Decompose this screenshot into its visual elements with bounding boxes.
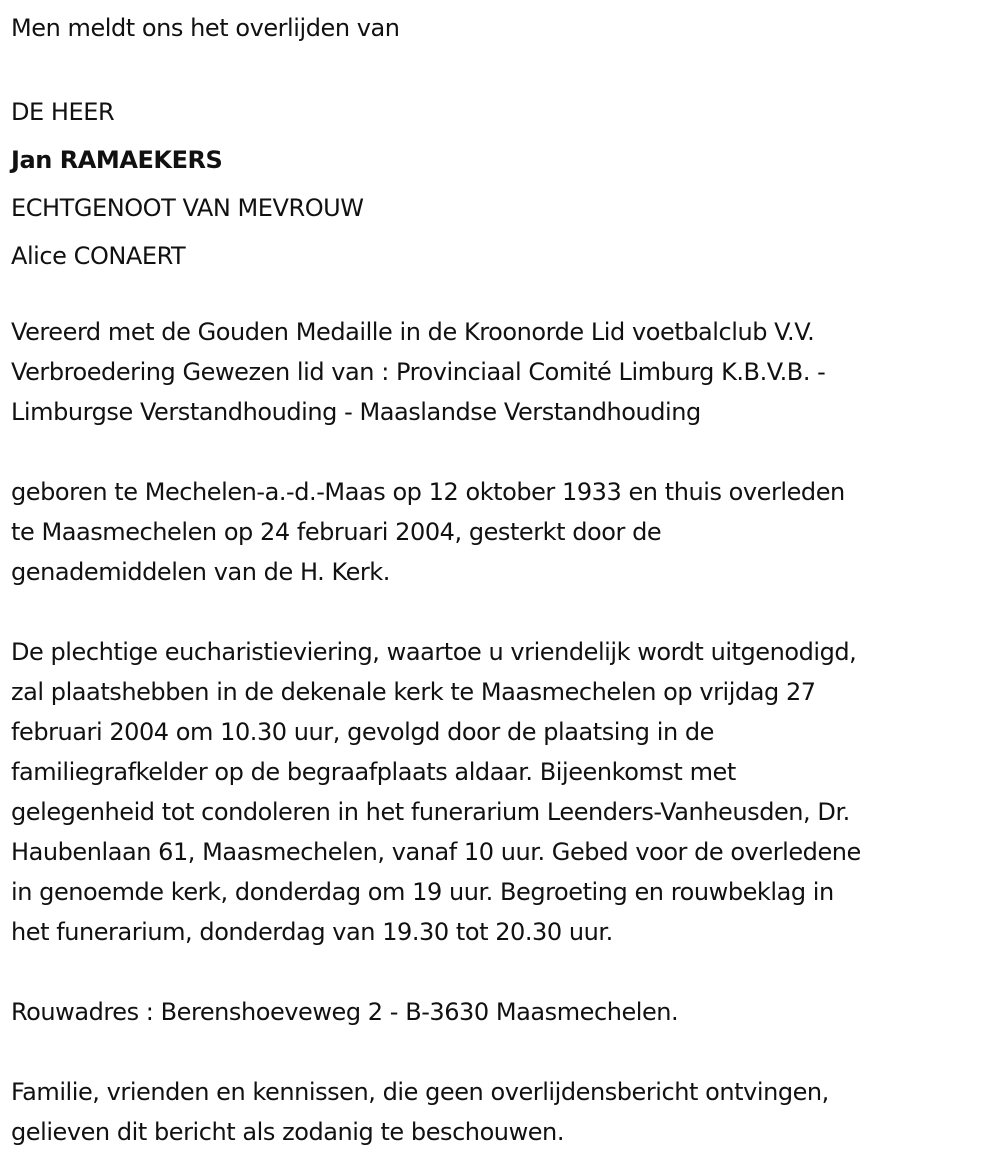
honors-paragraph	[11, 312, 1000, 432]
honors-line: Verbroedering Gewezen lid van : Provinciaal Comité Limburg K.B.V.B. -	[11, 358, 826, 386]
intro-text: Men meldt ons het overlijden van	[11, 14, 400, 42]
spacer	[11, 48, 1000, 88]
closing-line: gelieven dit bericht als zodanig te beschouwen.	[11, 1118, 564, 1146]
closing-line: Familie, vrienden en kennissen, die geen overlijdensbericht ontvingen,	[11, 1078, 829, 1106]
ceremony-line: De plechtige eucharistieviering, waartoe u vriendelijk wordt uitgenodigd,	[11, 638, 857, 666]
ceremony-line: familiegrafkelder op de begraafplaats aldaar. Bijeenkomst met	[11, 758, 736, 786]
ceremony-line: gelegenheid tot condoleren in het funerarium Leenders-Vanheusden, Dr.	[11, 798, 850, 826]
title-prefix: DE HEER	[11, 98, 115, 126]
mourning-address: Rouwadres : Berenshoeveweg 2 - B-3630 Maasmechelen.	[11, 998, 679, 1026]
birth-death-line: geboren te Mechelen-a.-d.-Maas op 12 oktober 1933 en thuis overleden	[11, 478, 845, 506]
ceremony-line: Haubenlaan 61, Maasmechelen, vanaf 10 uur. Gebed voor de overledene	[11, 838, 861, 866]
closing-paragraph	[11, 1072, 1000, 1152]
birth-death-line: te Maasmechelen op 24 februari 2004, gesterkt door de	[11, 518, 662, 546]
spouse-relation: ECHTGENOOT VAN MEVROUW	[11, 194, 364, 222]
birth-death-line: genademiddelen van de H. Kerk.	[11, 558, 390, 586]
ceremony-line: zal plaatshebben in de dekenale kerk te Maasmechelen op vrijdag 27	[11, 678, 816, 706]
deceased-name: Jan RAMAEKERS	[11, 146, 223, 174]
birth-death-paragraph	[11, 472, 1000, 592]
ceremony-line: februari 2004 om 10.30 uur, gevolgd door de plaatsing in de	[11, 718, 714, 746]
spouse-name: Alice CONAERT	[11, 242, 186, 270]
ceremony-paragraph	[11, 632, 1000, 952]
honors-line: Vereerd met de Gouden Medaille in de Kroonorde Lid voetbalclub V.V.	[11, 318, 815, 346]
ceremony-line: in genoemde kerk, donderdag om 19 uur. Begroeting en rouwbeklag in	[11, 878, 834, 906]
address-paragraph	[11, 992, 1000, 1032]
deceased-block	[11, 88, 1000, 280]
honors-line: Limburgse Verstandhouding - Maaslandse Verstandhouding	[11, 398, 701, 426]
ceremony-line: het funerarium, donderdag van 19.30 tot 20.30 uur.	[11, 918, 613, 946]
